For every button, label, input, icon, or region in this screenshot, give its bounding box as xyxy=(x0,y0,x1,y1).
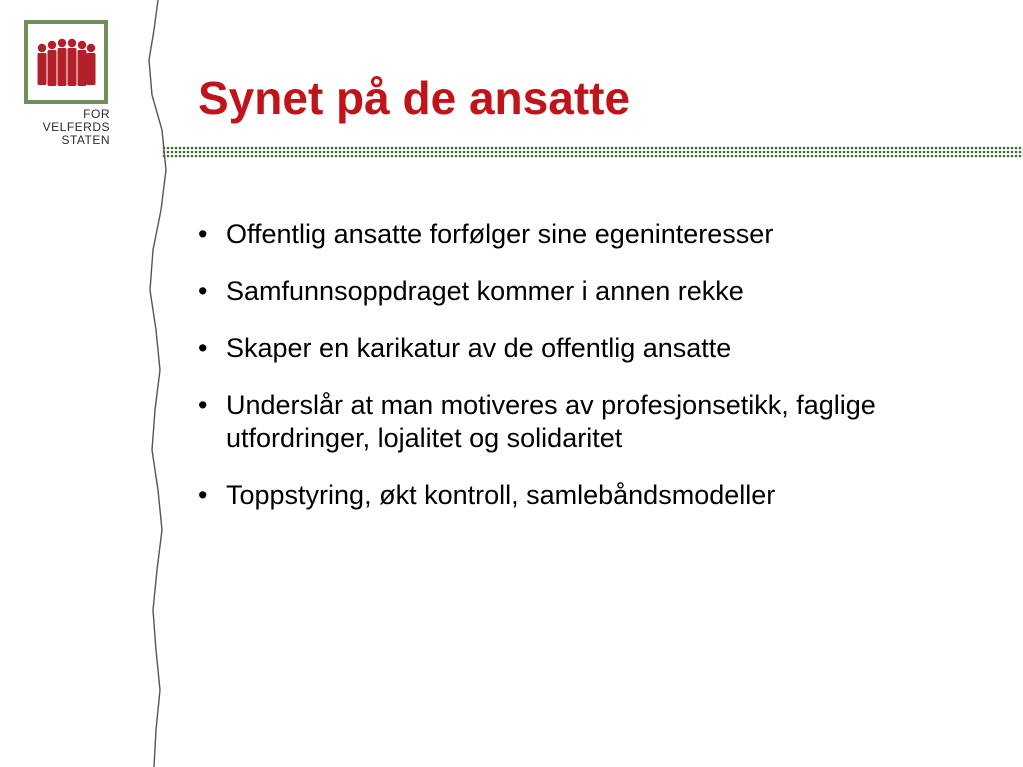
list-item xyxy=(196,218,996,251)
bullet-marker: • xyxy=(198,333,208,363)
list-item xyxy=(196,479,996,512)
logo-line: VELFERDS xyxy=(42,120,110,134)
bullet-text: Skaper en karikatur av de offentlig ansatte xyxy=(226,333,732,363)
logo xyxy=(24,20,110,160)
bullet-marker: • xyxy=(198,276,208,306)
logo-text xyxy=(24,108,110,147)
bullet-text: Toppstyring, økt kontroll, samlebåndsmodeller xyxy=(226,480,776,510)
bullet-marker: • xyxy=(198,390,208,420)
logo-line: FOR xyxy=(83,107,110,121)
slide-title: Synet på de ansatte xyxy=(198,72,631,124)
bullet-marker: • xyxy=(198,480,208,510)
bullet-text: Underslår at man motiveres av profesjonsetikk, faglige utfordringer, lojalitet og solidaritet xyxy=(226,390,876,453)
bullet-text: Samfunnsoppdraget kommer i annen rekke xyxy=(226,276,744,306)
bullet-marker: • xyxy=(198,219,208,249)
list-item xyxy=(196,389,996,455)
bullet-text: Offentlig ansatte forfølger sine egeninteresser xyxy=(226,219,774,249)
dotted-divider xyxy=(162,146,1023,158)
list-item xyxy=(196,275,996,308)
logo-line: STATEN xyxy=(61,133,110,147)
logo-emblem xyxy=(24,20,108,104)
bullet-list xyxy=(196,218,996,536)
list-item xyxy=(196,332,996,365)
